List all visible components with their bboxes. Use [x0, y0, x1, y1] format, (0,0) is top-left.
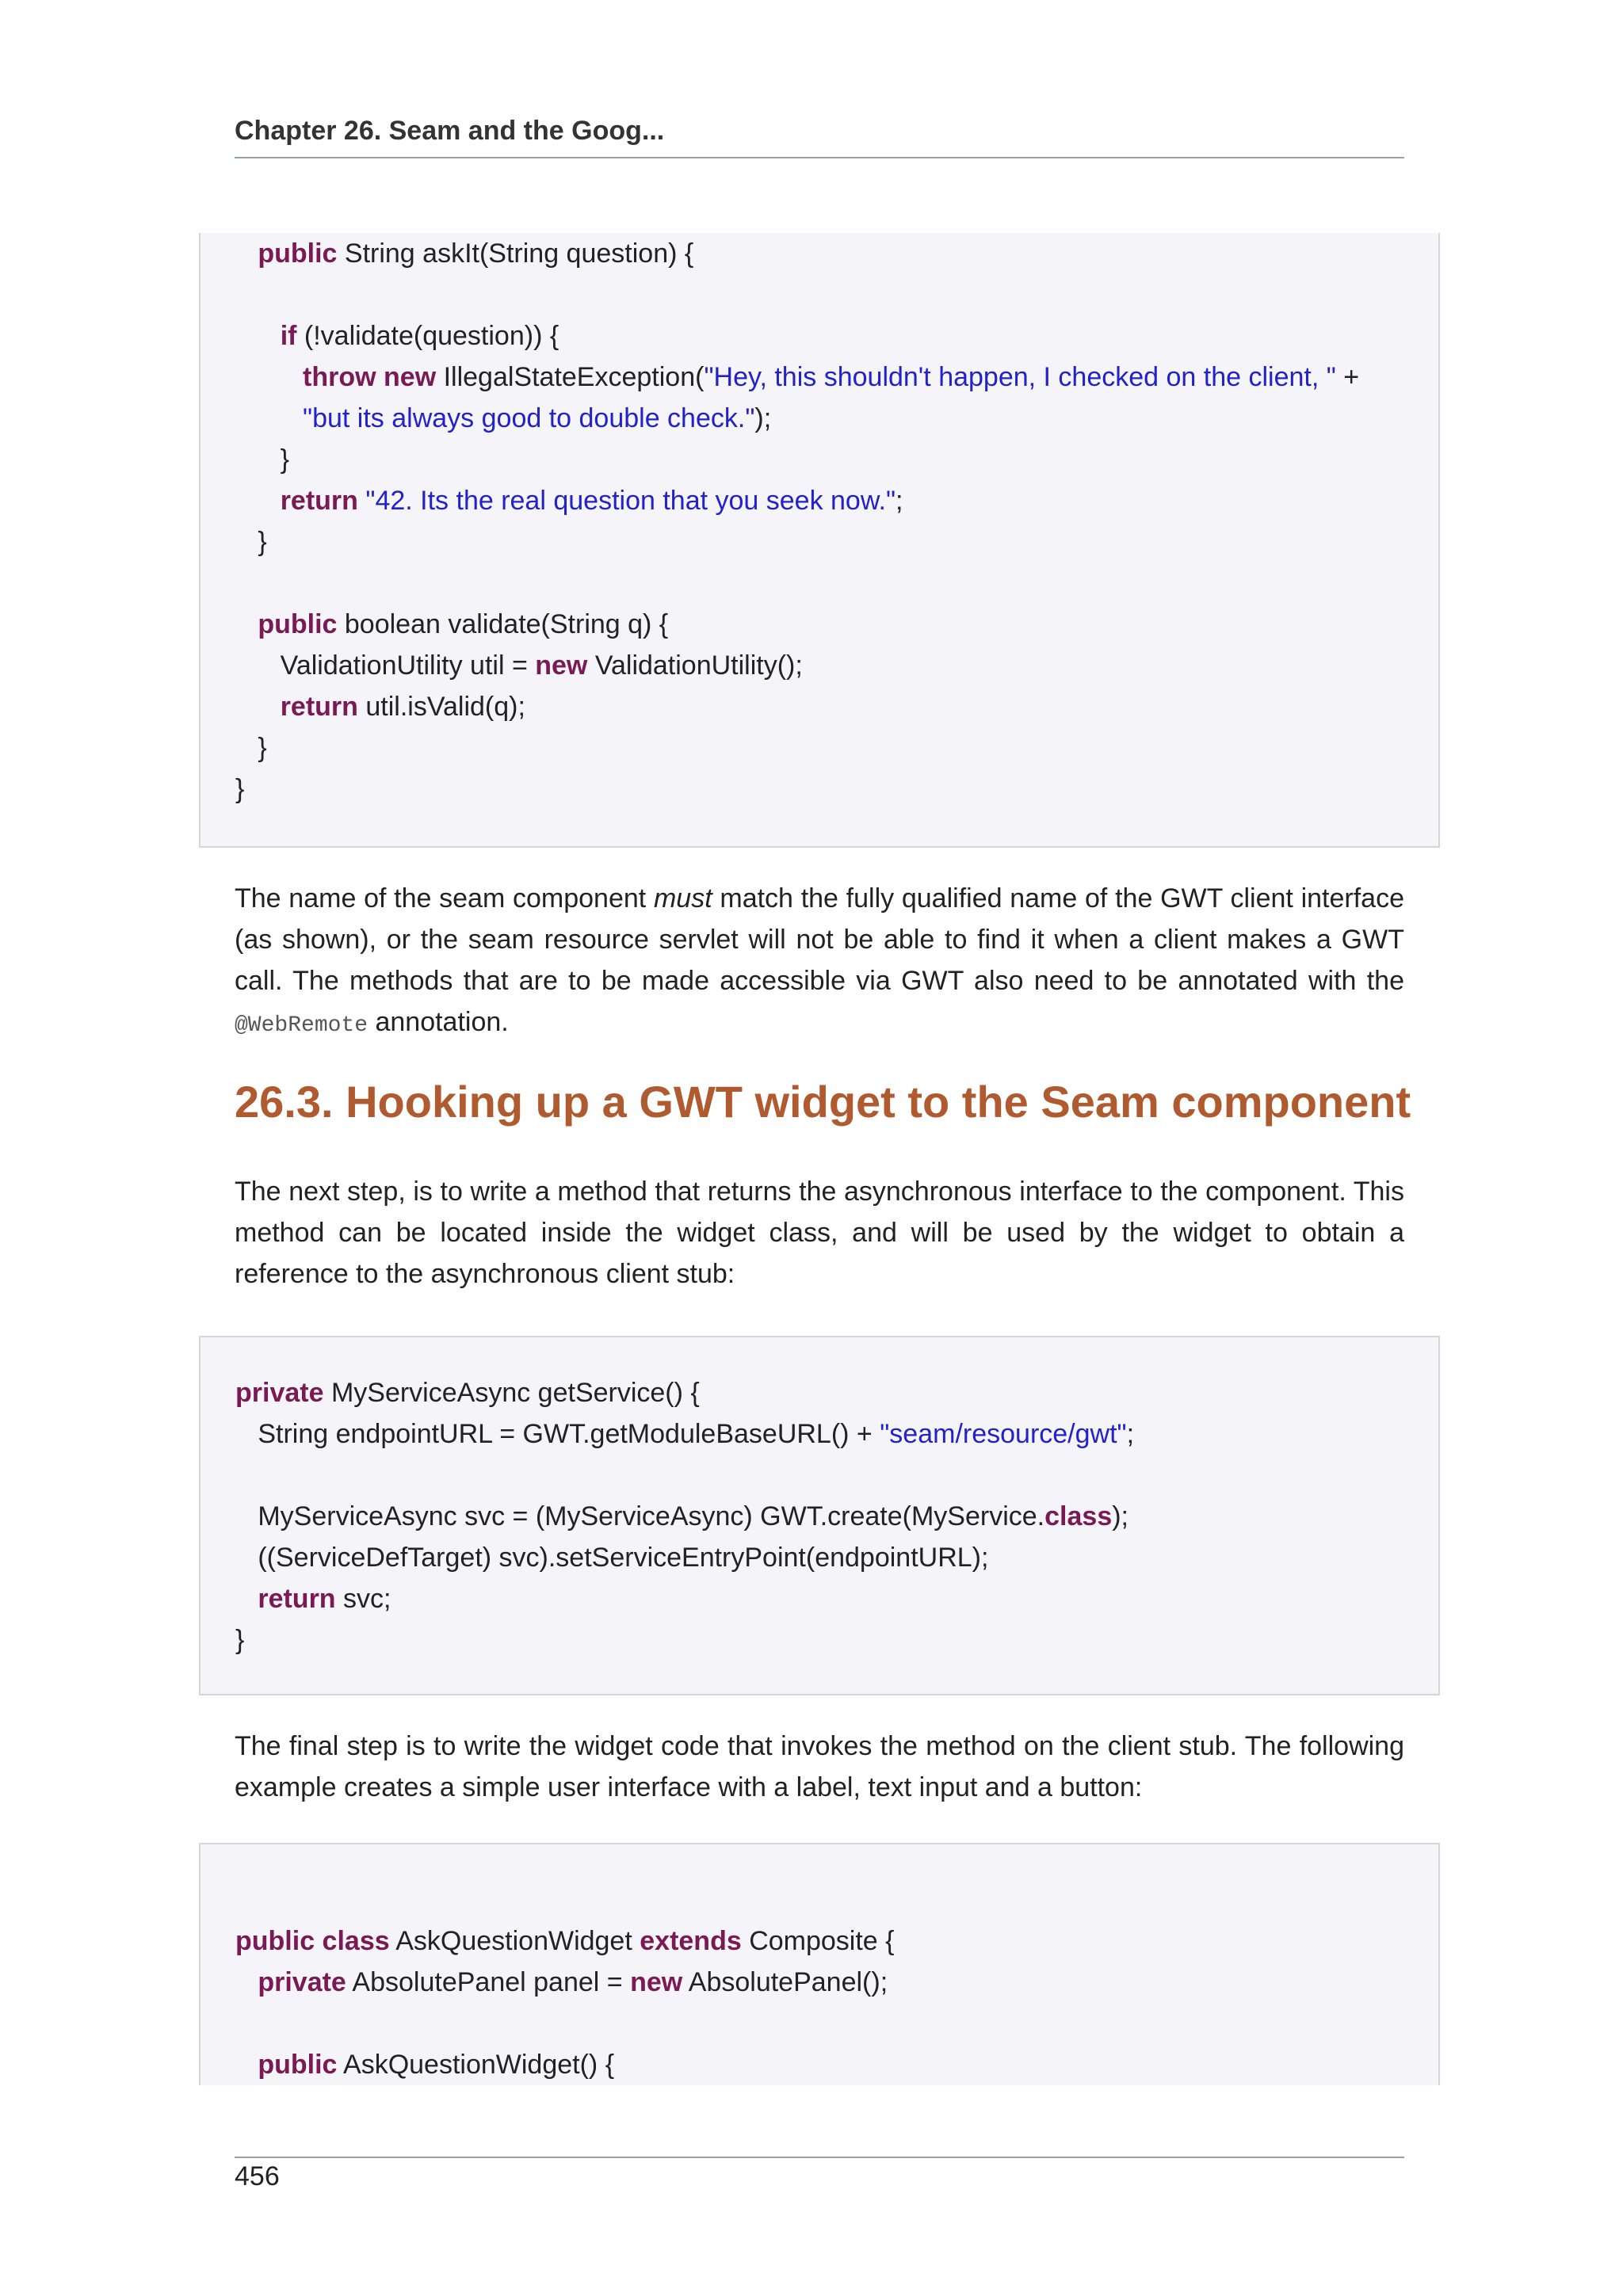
code-keyword: return — [280, 692, 358, 722]
code-text: Composite { — [741, 1926, 895, 1956]
code-keyword: new — [630, 1967, 683, 1997]
chapter-header: Chapter 26. Seam and the Goog... — [235, 116, 665, 146]
code-text — [358, 486, 365, 516]
header-divider — [235, 157, 1404, 158]
code-text: + — [1335, 362, 1360, 392]
code-line — [235, 1413, 1423, 1455]
code-keyword: private — [235, 1378, 324, 1408]
code-text: util.isValid(q); — [357, 692, 525, 722]
code-line — [235, 1578, 1423, 1619]
code-line — [235, 1962, 1423, 2003]
code-listing — [235, 233, 1423, 810]
code-text — [235, 486, 281, 516]
code-line — [235, 769, 1423, 810]
code-line — [235, 1372, 1423, 1413]
code-keyword: return — [258, 1584, 336, 1614]
code-text: String askIt(String question) { — [337, 238, 694, 269]
page-number: 456 — [235, 2161, 280, 2191]
code-keyword: throw new — [303, 362, 437, 392]
code-text: } — [235, 527, 267, 557]
code-keyword: public — [258, 2050, 338, 2080]
code-keyword: return — [280, 486, 358, 516]
code-line — [235, 1537, 1423, 1578]
code-line — [235, 480, 1423, 521]
code-text: MyServiceAsync svc = (MyServiceAsync) GWT.create(MyService. — [235, 1501, 1045, 1531]
inline-code-webremote: @WebRemote — [235, 1013, 369, 1038]
code-line — [235, 1619, 1423, 1661]
code-line — [235, 1496, 1423, 1537]
code-text: } — [235, 774, 245, 804]
code-text: } — [235, 733, 267, 763]
code-line — [235, 2003, 1423, 2044]
code-keyword: if — [280, 321, 297, 351]
code-line — [235, 1920, 1423, 1962]
code-text: ValidationUtility(); — [587, 650, 803, 681]
code-text: MyServiceAsync getService() { — [323, 1378, 700, 1408]
code-text — [235, 1584, 258, 1614]
code-text: ; — [1126, 1419, 1135, 1449]
code-line — [235, 398, 1423, 439]
code-keyword: public — [258, 609, 338, 639]
code-text — [235, 238, 258, 269]
code-keyword: public class — [235, 1926, 390, 1956]
code-block-getservice — [199, 1336, 1440, 1695]
code-listing — [235, 1920, 1423, 2085]
code-text: svc; — [335, 1584, 391, 1614]
code-line — [235, 645, 1423, 686]
paragraph-component-name — [235, 878, 1404, 1047]
paragraph-text: annotation. — [368, 1007, 509, 1037]
code-line — [235, 727, 1423, 769]
code-text: AbsolutePanel(); — [682, 1967, 888, 1997]
code-line — [235, 521, 1423, 563]
code-line — [235, 274, 1423, 315]
code-text: IllegalStateException( — [436, 362, 705, 392]
section-heading: 26.3. Hooking up a GWT widget to the Seam component — [235, 1077, 1411, 1127]
code-keyword: public — [258, 238, 338, 269]
code-text: ; — [896, 486, 903, 516]
code-text: } — [235, 444, 290, 475]
code-line — [235, 563, 1423, 604]
code-text — [235, 609, 258, 639]
code-text: AskQuestionWidget() { — [337, 2050, 615, 2080]
paragraph-emphasis: must — [653, 883, 712, 913]
code-keyword: new — [535, 650, 588, 681]
code-line — [235, 233, 1423, 274]
code-text: boolean validate(String q) { — [337, 609, 669, 639]
code-line — [235, 2044, 1423, 2085]
code-text: } — [235, 1625, 245, 1655]
code-keyword: private — [258, 1967, 346, 1997]
code-line — [235, 604, 1423, 645]
code-line — [235, 315, 1423, 357]
code-text: ValidationUtility util = — [235, 650, 536, 681]
code-text: ((ServiceDefTarget) svc).setServiceEntryPoint(endpointURL); — [235, 1543, 989, 1573]
paragraph-next-step: The next step, is to write a method that returns the asynchronous interface to the component. This method can be located inside the widget class, and will be used by the widget to obtain a reference to the asynchronous client stub: — [235, 1177, 1404, 1289]
paragraph-text: match the fully qualified name of the GWT client interface (as shown), or the seam resource servlet will not be able to find it when a client makes a GWT call. The methods that are to be made accessible via GWT also need to be annotated with the — [235, 883, 1404, 996]
code-text — [235, 2050, 258, 2080]
code-block-askit — [199, 233, 1440, 848]
code-keyword: extends — [640, 1926, 742, 1956]
code-text: ); — [1112, 1501, 1129, 1531]
code-string: "seam/resource/gwt" — [880, 1419, 1127, 1449]
code-string: "but its always good to double check." — [303, 403, 755, 433]
code-string: "42. Its the real question that you seek now." — [365, 486, 896, 516]
paragraph-final-step: The final step is to write the widget code that invokes the method on the client stub. The following example creates a simple user interface with a label, text input and a button: — [235, 1731, 1404, 1802]
code-listing — [235, 1372, 1423, 1661]
code-line — [235, 1455, 1423, 1496]
code-string: "Hey, this shouldn't happen, I checked on the client, " — [704, 362, 1336, 392]
footer-divider — [235, 2157, 1404, 2158]
code-text: AbsolutePanel panel = — [346, 1967, 631, 1997]
code-line — [235, 357, 1423, 398]
code-text: String endpointURL = GWT.getModuleBaseURL() + — [235, 1419, 880, 1449]
code-text — [235, 1967, 258, 1997]
code-line — [235, 439, 1423, 480]
code-block-widget — [199, 1843, 1440, 2085]
code-text: AskQuestionWidget — [389, 1926, 640, 1956]
paragraph-text: The name of the seam component — [235, 883, 654, 913]
code-text — [235, 321, 281, 351]
code-text — [235, 362, 303, 392]
code-text — [235, 692, 281, 722]
code-keyword: class — [1044, 1501, 1113, 1531]
code-text: (!validate(question)) { — [296, 321, 559, 351]
code-text — [235, 403, 303, 433]
code-text: ); — [754, 403, 772, 433]
code-line — [235, 686, 1423, 727]
